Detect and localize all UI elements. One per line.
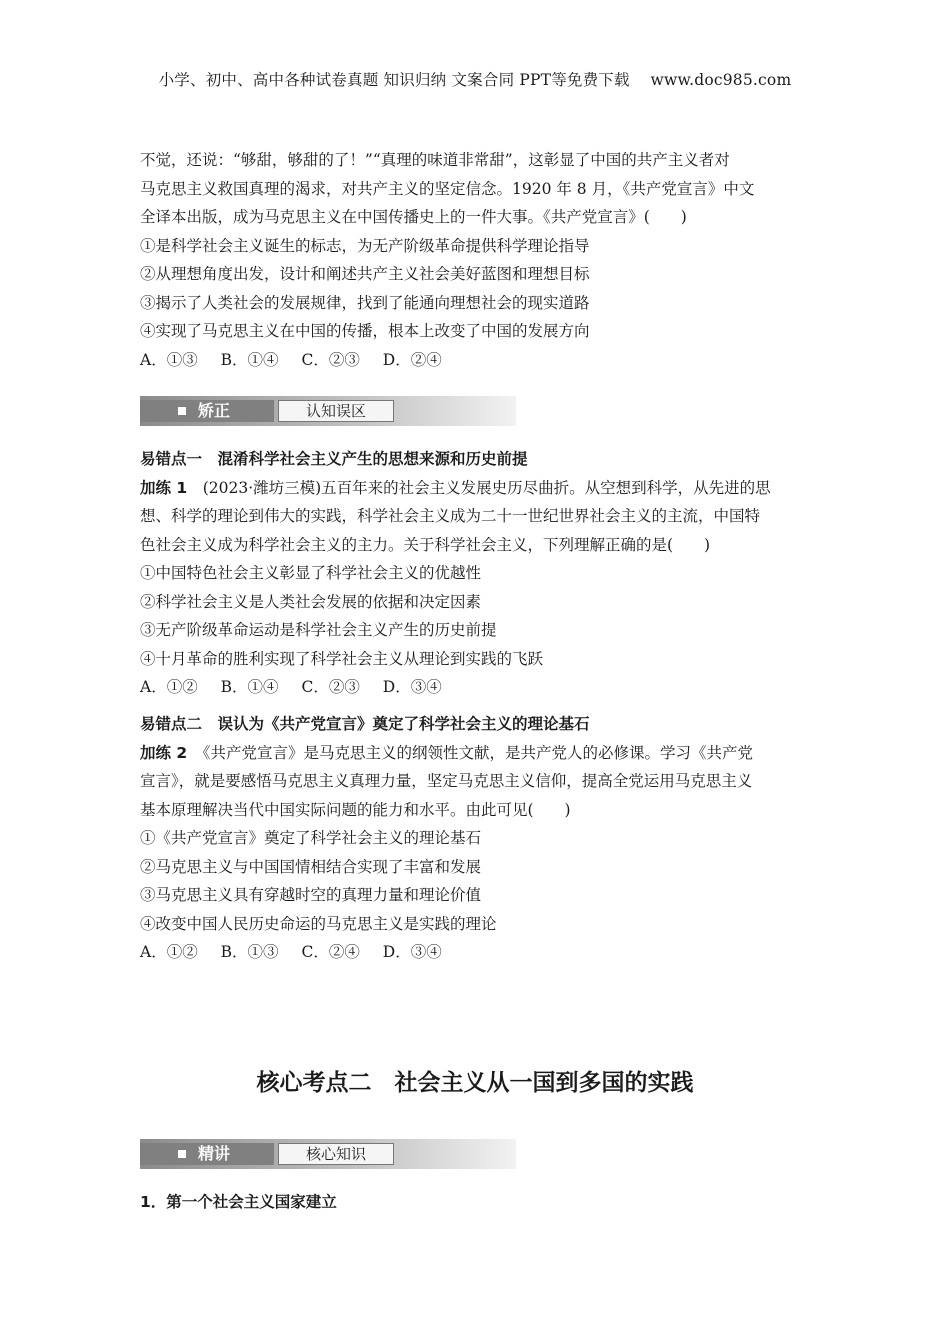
option-b: B．①④ — [220, 678, 279, 696]
option-a: A．①③ — [140, 350, 198, 369]
question-line: 宣言》，就是要感悟马克思主义真理力量，坚定马克思主义信仰，提高全党运用马克思主义 — [140, 772, 753, 790]
question-line — [140, 474, 812, 503]
error-point-title: 易错点二 误认为《共产党宣言》奠定了科学社会主义的理论基石 — [140, 715, 590, 733]
statement-item: ④实现了马克思主义在中国的传播，根本上改变了中国的发展方向 — [140, 322, 590, 340]
question-line — [140, 739, 812, 768]
option-c: C．②③ — [301, 678, 360, 696]
error-point-title: 易错点一 混淆科学社会主义产生的思想来源和历史前提 — [140, 450, 528, 468]
option-d: D．②④ — [382, 350, 442, 369]
section-title: 核心考点二 社会主义从一国到多国的实践 — [256, 1070, 694, 1096]
subsection — [140, 1188, 812, 1217]
option-b: B．①④ — [220, 350, 279, 369]
error-point-1 — [140, 445, 812, 702]
option-a: A．①② — [140, 678, 198, 696]
banner-label: 矫正 — [198, 401, 231, 420]
answer-options — [140, 673, 812, 702]
banner-box-label: 认知误区 — [278, 400, 394, 422]
statement-item: ②科学社会主义是人类社会发展的依据和决定因素 — [140, 592, 482, 611]
section-banner-lecture — [140, 1139, 516, 1169]
statement-item: ①《共产党宣言》奠定了科学社会主义的理论基石 — [140, 829, 482, 847]
statement-item: ③无产阶级革命运动是科学社会主义产生的历史前提 — [140, 621, 497, 639]
section-banner-correction — [140, 396, 516, 426]
error-point-2 — [140, 710, 812, 967]
banner-label: 精讲 — [198, 1144, 231, 1163]
question-line: 全译本出版，成为马克思主义在中国传播史上的一件大事。《共产党宣言》( ) — [140, 208, 687, 226]
statement-item: ②从理想角度出发，设计和阐述共产主义社会美好蓝图和理想目标 — [140, 265, 590, 283]
subheading: 1．第一个社会主义国家建立 — [140, 1193, 337, 1211]
page-header: 小学、初中、高中各种试卷真题 知识归纳 文案合同 PPT等免费下载 www.doc985.com — [158, 71, 792, 89]
statement-item: ④改变中国人民历史命运的马克思主义是实践的理论 — [140, 914, 497, 933]
question-line: 想、科学的理论到伟大的实践，科学社会主义成为二十一世纪世界社会主义的主流，中国特 — [140, 507, 761, 525]
option-b: B．①③ — [220, 943, 279, 961]
statement-item: ①是科学社会主义诞生的标志，为无产阶级革命提供科学理论指导 — [140, 236, 590, 255]
statement-item: ①中国特色社会主义彰显了科学社会主义的优越性 — [140, 564, 482, 582]
question-line: 不觉，还说：“够甜，够甜的了！”“真理的味道非常甜”，这彰显了中国的共产主义者对 — [140, 151, 730, 169]
option-d: D．③④ — [382, 943, 442, 961]
square-bullet-icon — [178, 1150, 186, 1158]
question-text: 《共产党宣言》是马克思主义的纲领性文献，是共产党人的必修课。学习《共产党 — [202, 743, 753, 762]
question-top — [140, 146, 812, 374]
option-d: D．③④ — [382, 678, 442, 696]
square-bullet-icon — [178, 407, 186, 415]
banner-box-label: 核心知识 — [278, 1143, 394, 1165]
question-line: 基本原理解决当代中国实际问题的能力和水平。由此可见( ) — [140, 800, 571, 819]
statement-item: ②马克思主义与中国国情相结合实现了丰富和发展 — [140, 857, 482, 876]
practice-label: 加练 1 — [140, 478, 188, 497]
practice-label: 加练 2 — [140, 743, 188, 762]
option-c: C．②③ — [301, 350, 360, 369]
question-line: 色社会主义成为科学社会主义的主力。关于科学社会主义，下列理解正确的是( ) — [140, 535, 711, 554]
question-line: 马克思主义救国真理的渴求，对共产主义的坚定信念。1920 年 8 月，《共产党宣言》中文 — [140, 179, 755, 198]
option-c: C．②④ — [301, 943, 360, 961]
answer-options — [140, 938, 812, 967]
statement-item: ④十月革命的胜利实现了科学社会主义从理论到实践的飞跃 — [140, 649, 544, 668]
statement-item: ③揭示了人类社会的发展规律，找到了能通向理想社会的现实道路 — [140, 293, 590, 312]
option-a: A．①② — [140, 943, 198, 961]
answer-options — [140, 346, 812, 375]
statement-item: ③马克思主义具有穿越时空的真理力量和理论价值 — [140, 886, 482, 904]
question-text: (2023·潍坊三模)五百年来的社会主义发展史历尽曲折。从空想到科学，从先进的思 — [202, 478, 771, 497]
